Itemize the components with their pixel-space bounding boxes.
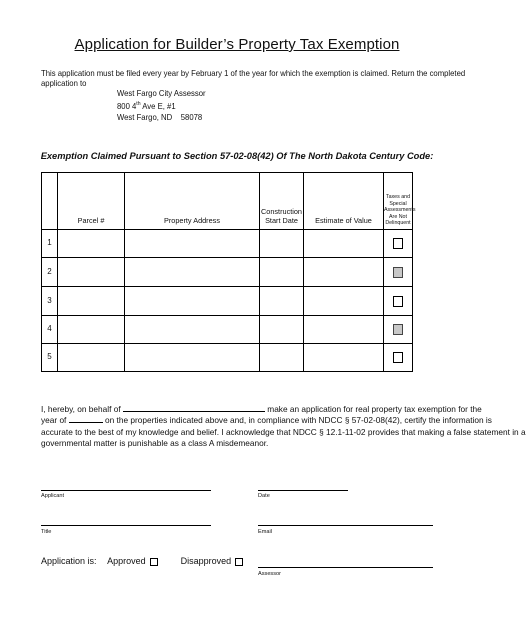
start-date-cell[interactable] (260, 258, 304, 287)
start-date-cell[interactable] (260, 287, 304, 316)
applicant-signature-line[interactable] (41, 490, 211, 491)
delinquent-checkbox[interactable] (393, 352, 403, 363)
parcel-cell[interactable] (58, 316, 125, 344)
address-street: 800 4th Ave E, #1 (117, 100, 176, 111)
title-line[interactable] (41, 525, 211, 526)
applicant-label: Applicant (41, 493, 65, 499)
taxes-header: Taxes and Special Assessments Are Not Delinquent (384, 173, 413, 230)
cert-line-4: governmental matter is punishable as a class A misdemeanor. (41, 437, 269, 448)
parcel-cell[interactable] (58, 258, 125, 287)
delinquent-checkbox[interactable] (393, 324, 403, 335)
property-address-header: Property Address (125, 173, 260, 230)
start-date-cell[interactable] (260, 344, 304, 372)
approved-label: Approved (107, 556, 146, 566)
row-number: 3 (42, 287, 58, 316)
estimate-cell[interactable] (304, 258, 384, 287)
row-number: 2 (42, 258, 58, 287)
estimate-cell[interactable] (304, 230, 384, 258)
address-cell[interactable] (125, 344, 260, 372)
table-row (42, 344, 413, 372)
assessor-label: Assessor (258, 571, 282, 577)
delinquent-cell (384, 316, 413, 344)
date-label: Date (258, 493, 270, 499)
certification-paragraph (41, 404, 526, 449)
start-date-cell[interactable] (260, 230, 304, 258)
address-city: West Fargo, ND 58078 (117, 112, 203, 123)
row-number: 4 (42, 316, 58, 344)
address-cell[interactable] (125, 230, 260, 258)
row-number: 1 (42, 230, 58, 258)
table-row (42, 230, 413, 258)
address-name: West Fargo City Assessor (117, 88, 206, 98)
email-label: Email (258, 529, 272, 535)
parcel-cell[interactable] (58, 344, 125, 372)
address-block (117, 88, 206, 123)
application-status (41, 556, 243, 566)
delinquent-cell (384, 287, 413, 316)
table-row (42, 287, 413, 316)
table-row (42, 316, 413, 344)
property-table (41, 172, 416, 372)
start-date-cell[interactable] (260, 316, 304, 344)
estimate-header: Estimate of Value (304, 173, 384, 230)
parcel-cell[interactable] (58, 287, 125, 316)
status-label: Application is: (41, 556, 97, 566)
table-header-row (42, 173, 413, 230)
delinquent-checkbox[interactable] (393, 238, 403, 249)
date-line[interactable] (258, 490, 348, 491)
estimate-cell[interactable] (304, 316, 384, 344)
delinquent-checkbox[interactable] (393, 296, 403, 307)
parcel-header: Parcel # (58, 173, 125, 230)
cert-line-3: accurate to the best of my knowledge and belief. I acknowledge that NDCC § 12.1-11-02 provides that making a false statement in a (41, 426, 526, 437)
intro-line-1: This application must be filed every year by February 1 of the year for which the exemption is claimed. Return the completed (41, 68, 466, 78)
address-cell[interactable] (125, 258, 260, 287)
assessor-signature-line[interactable] (258, 567, 433, 568)
construction-start-header: Construction Start Date (260, 173, 304, 230)
title-label: Title (41, 529, 52, 535)
delinquent-cell (384, 344, 413, 372)
approved-checkbox[interactable] (150, 558, 158, 566)
disapproved-label: Disapproved (180, 556, 232, 566)
cert-line-1: I, hereby, on behalf of make an application for real property tax exemption for the (41, 404, 482, 414)
delinquent-cell (384, 258, 413, 287)
estimate-cell[interactable] (304, 344, 384, 372)
delinquent-checkbox[interactable] (393, 267, 403, 278)
estimate-cell[interactable] (304, 287, 384, 316)
behalf-of-field[interactable] (123, 411, 265, 412)
delinquent-cell (384, 230, 413, 258)
parcel-cell[interactable] (58, 230, 125, 258)
email-line[interactable] (258, 525, 433, 526)
row-num-header (42, 173, 58, 230)
address-cell[interactable] (125, 287, 260, 316)
section-subtitle: Exemption Claimed Pursuant to Section 57-02-08(42) Of The North Dakota Century Code: (40, 151, 434, 161)
disapproved-checkbox[interactable] (235, 558, 243, 566)
form-title: Application for Builder’s Property Tax Exemption (74, 36, 400, 53)
table-row (42, 258, 413, 287)
year-field[interactable] (69, 422, 103, 423)
row-number: 5 (42, 344, 58, 372)
cert-line-2: year of on the properties indicated above and, in compliance with NDCC § 57-02-08(42), certify the information is (41, 415, 492, 426)
address-cell[interactable] (125, 316, 260, 344)
intro-line-2: application to (41, 78, 87, 88)
